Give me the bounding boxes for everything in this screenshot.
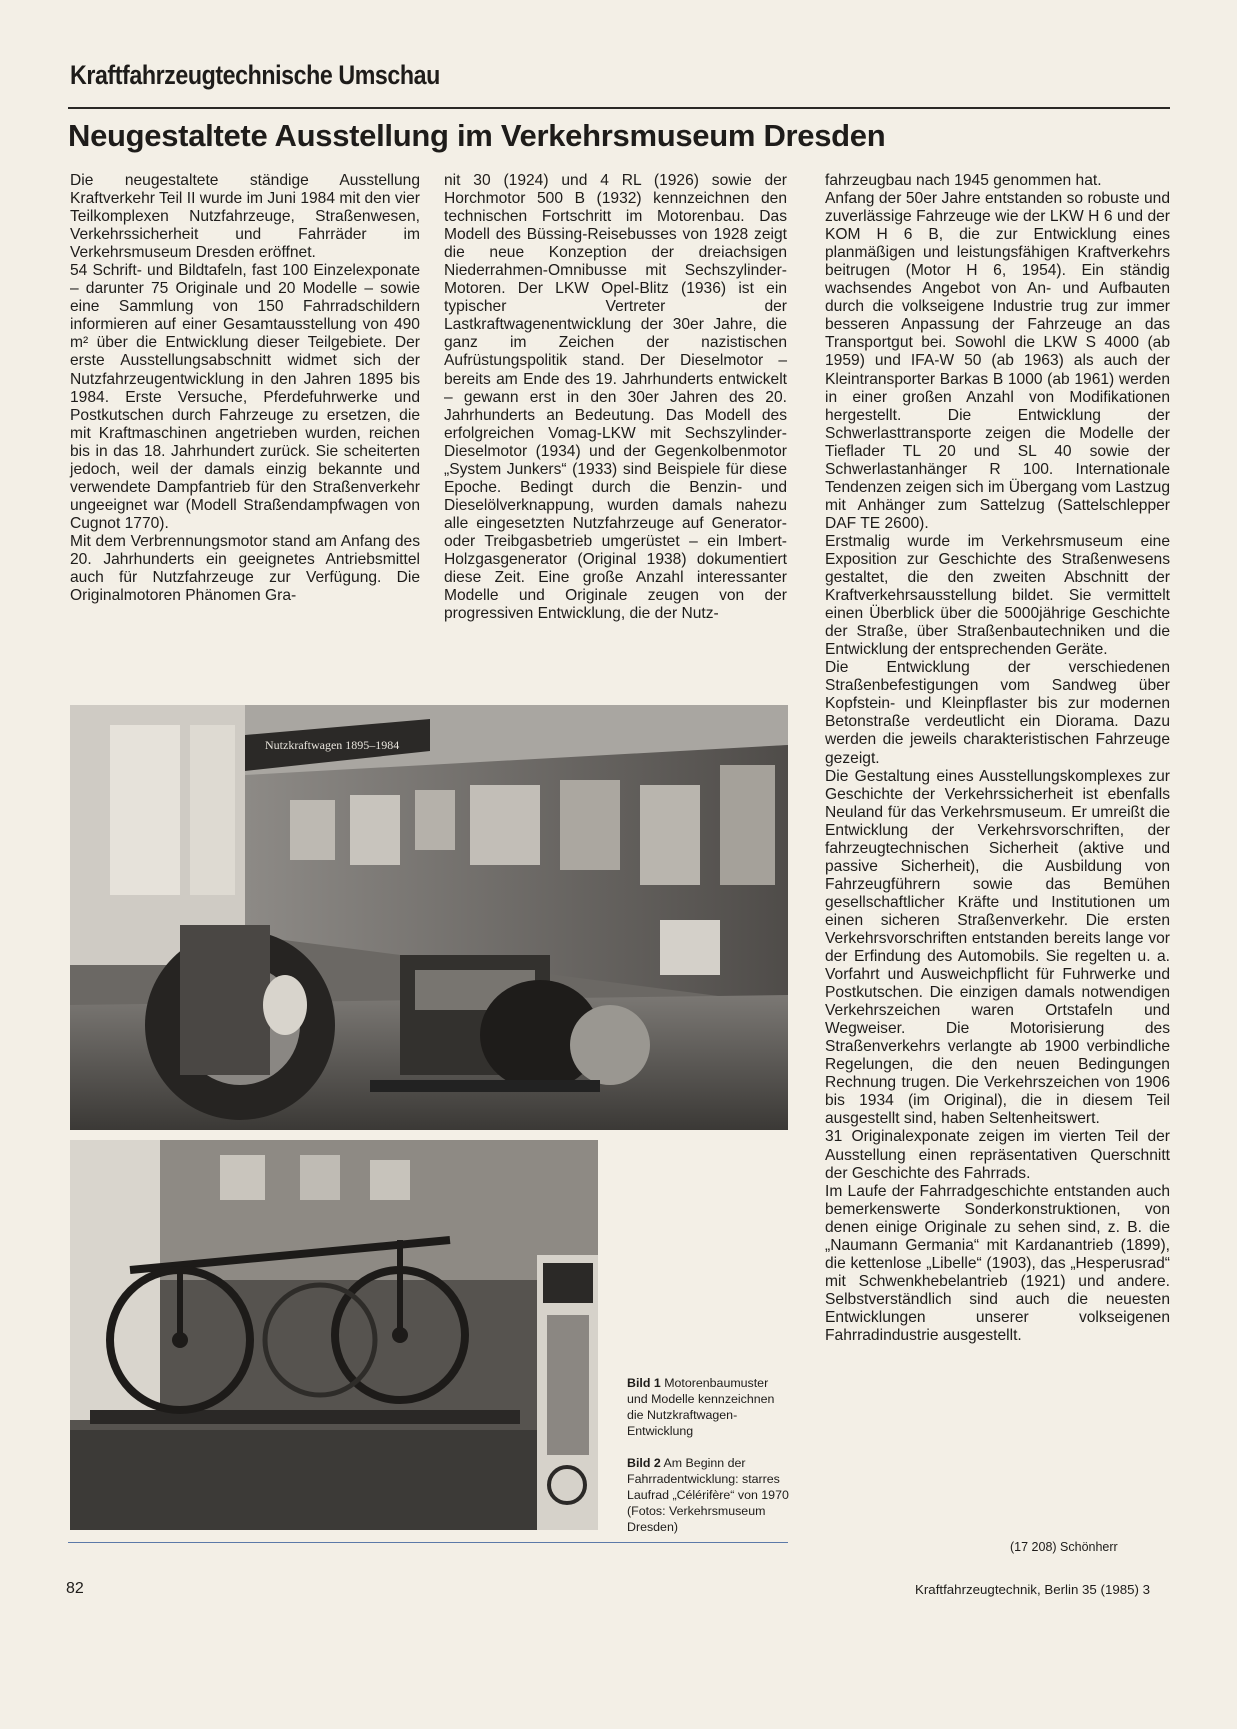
- caption-text: Motorenbaumuster und Modelle kennzeichnen die Nutzkraftwagen-Entwicklung: [627, 1376, 775, 1438]
- author-signature: (17 208) Schönherr: [1010, 1540, 1118, 1554]
- paragraph: Erstmalig wurde im Verkehrsmuseum eine Exposition zur Geschichte des Straßenwesens gestaltet, die den zweiten Abschnitt der Kraftverkehrsausstellung bildet. Sie vermittelt einen Überblick über die 5000jährige Geschichte der Straße, über Straßenbautechniken und die Entwicklung der entsprechenden Geräte.: [825, 532, 1170, 659]
- poster-image: [537, 1255, 598, 1530]
- paragraph: Im Laufe der Fahrradgeschichte entstanden auch bemerkenswerte Sonderkonstruktionen, von denen einige Originale zu sehen sind, z. B. die „Naumann Germania“ mit Kardanantrieb (1899), die kettenlose „Libelle“ (1903), das „Hesperusrad“ mit Schwenkhebelantrieb (1921) und andere. Selbstverständlich sind auch die neuesten Entwicklungen unserer volkseigenen Fahrradindustrie ausgestellt.: [825, 1182, 1170, 1344]
- paragraph: Anfang der 50er Jahre entstanden so robuste und zuverlässige Fahrzeuge wie der LKW H 6 und der KOM H 6 B, die zur Entwicklung eines planmäßigen und leistungsfähigen Kraftverkehrs beitrugen (Motor H 6, 1954). Ein ständig wachsendes Angebot von An- und Aufbauten durch die volkseigene Industrie trug zur immer besseren Anpassung der Fahrzeuge an das Transportgut bei. Sowohl die LKW S 4000 (ab 1959) und IFA-W 50 (ab 1963) als auch der Kleintransporter Barkas B 1000 (ab 1961) werden in einer großen Anzahl von Modifikationen hergestellt. Die Entwicklung der Schwerlasttransporte zeigen die Modelle der Tieflader TL 20 und SL 40 sowie der Schwerlastanhänger R 100. Internationale Tendenzen zeigen sich im Übergang vom Lastzug mit Anhänger zum Sattelzug (Sattelschlepper DAF TE 2600).: [825, 190, 1170, 532]
- section-heading: Kraftfahrzeugtechnische Umschau: [70, 60, 440, 90]
- photo-poster: [537, 1255, 598, 1530]
- paragraph: 31 Originalexponate zeigen im vierten Teil der Ausstellung einen repräsentativen Querschnitt der Geschichte des Fahrrads.: [825, 1128, 1170, 1182]
- article-headline: Neugestaltete Ausstellung im Verkehrsmuseum Dresden: [68, 118, 886, 153]
- paragraph: fahrzeugbau nach 1945 genommen hat.: [825, 172, 1102, 189]
- paragraph: Die Entwicklung der verschiedenen Straßenbefestigungen vom Sandweg über Kopfstein- und Kleinpflaster bis zur modernen Betonstraße verdeutlicht ein Diorama. Dazu werden die jeweils charakteristischen Fahrzeuge gezeigt.: [825, 659, 1170, 767]
- text-column-3: [825, 172, 1170, 1345]
- caption-bild-1: [627, 1375, 792, 1439]
- journal-reference: Kraftfahrzeugtechnik, Berlin 35 (1985) 3: [915, 1582, 1151, 1597]
- text-column-2: [444, 172, 787, 623]
- caption-bild-2: [627, 1455, 792, 1535]
- banner-text: Nutzkraftwagen 1895–1984: [265, 738, 400, 752]
- paragraph: nit 30 (1924) und 4 RL (1926) sowie der Horchmotor 500 B (1932) kennzeichnen den technischen Fortschritt im Motorenbau. Das Modell des Büssing-Reisebusses von 1928 zeigt die neue Konzeption der dreiachsigen Niederrahmen-Omnibusse mit Sechszylinder-Motoren. Der LKW Opel-Blitz (1936) ist ein typischer Vertreter der Lastkraftwagenentwicklung der 30er Jahre, die ganz im Zeichen der nazistischen Aufrüstungspolitik stand. Der Dieselmotor – bereits am Ende des 19. Jahrhunderts entwickelt – gewann erst in den 30er Jahren des 20. Jahrhunderts an Bedeutung. Das Modell des erfolgreichen Vomag-LKW mit Sechszylinder-Dieselmotor (1934) und der Gegenkolbenmotor „System Junkers“ (1933) sind Beispiele für diese Epoche. Bedingt durch die Benzin- und Dieselölverknappung, wurden damals nahezu alle eingesetzten Nutzfahrzeuge auf Generator- oder Treibgasbetrieb umgerüstet – ein Imbert-Holzgasgenerator (Original 1938) dokumentiert diese Zeit. Eine große Anzahl interessanter Modelle und Originale zeugen von der progressiven Entwicklung, die der Nutz-: [444, 172, 787, 623]
- photo-early-bicycle: [70, 1140, 598, 1530]
- header-rule: [68, 107, 1170, 109]
- paragraph: Die Gestaltung eines Ausstellungskomplexes zur Geschichte der Verkehrssicherheit ist ebenfalls Neuland für das Verkehrsmuseum. Er umreißt die Entwicklung der Verkehrsvorschriften, der fahrzeugtechnischen Sicherheit (aktive und passive Sicherheit), die Ausbildung von Fahrzeugführern sowie das Bemühen gesellschaftlicher Kräfte und Institutionen um einen sicheren Straßenverkehr. Die ersten Verkehrsvorschriften entstanden bereits lange vor der Erfindung des Automobils. Sie regelten u. a. Vorfahrt und Ausweichpflicht für Fuhrwerke und Postkutschen. Die einzigen damals notwendigen Verkehrszeichen waren Ortstafeln und Wegweiser. Die Motorisierung des Straßenverkehrs verlangte ab 1900 verbindliche Regelungen, die den neuen Bedingungen Rechnung trugen. Die Verkehrszeichen von 1906 bis 1934 (im Original), die in diesem Teil ausgestellt sind, haben Seltenheitswert.: [825, 767, 1170, 1128]
- text-column-1: [70, 172, 420, 605]
- photo-engines-exhibition: [70, 705, 788, 1130]
- paragraph: 54 Schrift- und Bildtafeln, fast 100 Einzelexponate – darunter 75 Originale und 20 Modelle – sowie eine Sammlung von 150 Fahrradschildern informieren auf einer Gesamtausstellung von 490 m² über die Entwicklung dieser Teilgebiete. Der erste Ausstellungsabschnitt widmet sich der Nutzfahrzeugentwicklung in den Jahren 1895 bis 1984. Erste Versuche, Pferdefuhrwerke und Postkutschen durch Fahrzeuge zu ersetzen, die mit Kraftmaschinen angetrieben wurden, reichen bis in das 18. Jahrhundert zurück. Sie scheiterten jedoch, weil der damals einzig bekannte und verwendete Dampfantrieb für den Straßenverkehr ungeeignet war (Modell Straßendampfwagen von Cugnot 1770).: [70, 262, 420, 532]
- paragraph: Die neugestaltete ständige Ausstellung Kraftverkehr Teil II wurde im Juni 1984 mit den vier Teilkomplexen Nutzfahrzeuge, Straßenwesen, Verkehrssicherheit und Fahrräder im Verkehrsmuseum Dresden eröffnet.: [70, 172, 420, 262]
- photo-bicycle-image: [70, 1140, 598, 1530]
- caption-text: Am Beginn der Fahrradentwicklung: starres Laufrad „Célérifère“ von 1970 (Fotos: Verkehrsmuseum Dresden): [627, 1456, 789, 1534]
- photo-engines-image: [70, 705, 788, 1130]
- caption-label: Bild 2: [627, 1456, 661, 1470]
- paragraph: Mit dem Verbrennungsmotor stand am Anfang des 20. Jahrhunderts ein geeignetes Antriebsmittel auch für Nutzfahrzeuge zur Verfügung. Die Originalmotoren Phänomen Gra-: [70, 532, 420, 605]
- bottom-rule: [68, 1542, 788, 1543]
- page-number: 82: [66, 1580, 84, 1597]
- caption-label: Bild 1: [627, 1376, 661, 1390]
